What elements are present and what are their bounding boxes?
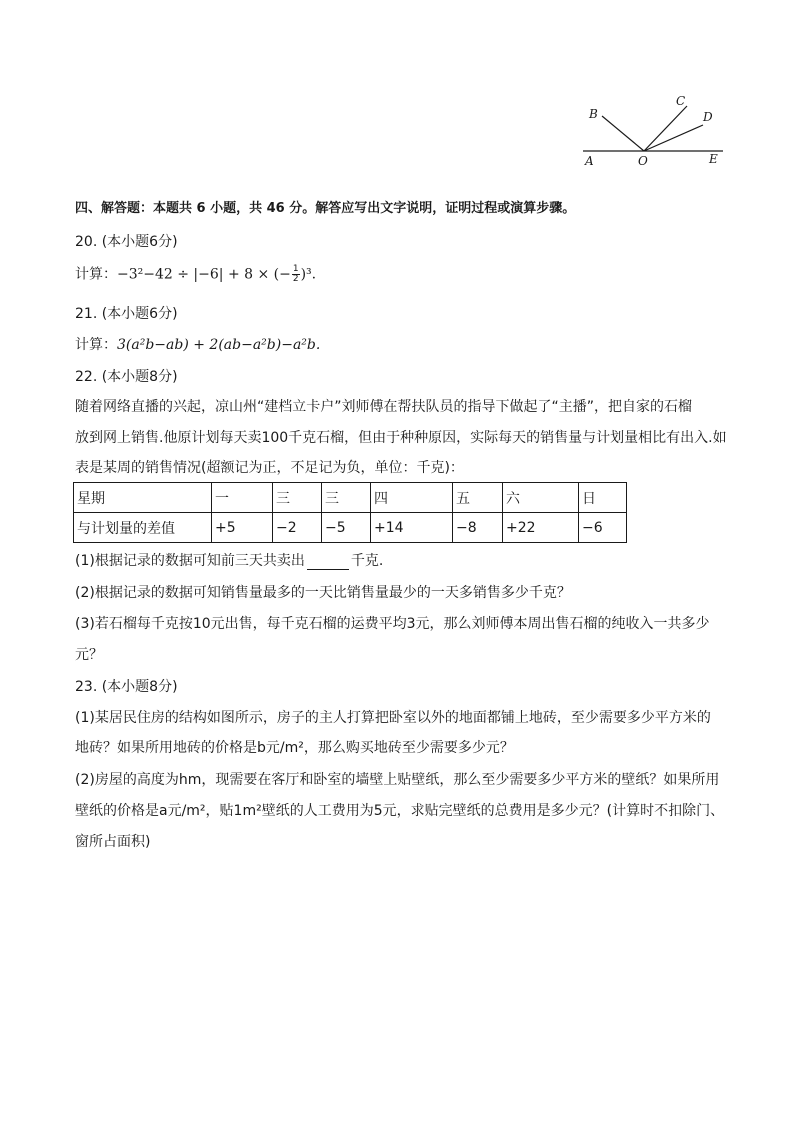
q21-expression bbox=[75, 336, 320, 354]
q20-number: 20. (本小题6分) bbox=[75, 234, 178, 250]
q23-number: 23. (本小题8分) bbox=[75, 679, 178, 695]
q22-sub1-unit: 千克. bbox=[350, 553, 384, 569]
table-cell: +22 bbox=[503, 513, 579, 543]
table-cell: 星期 bbox=[74, 483, 212, 513]
label-d: D bbox=[703, 110, 713, 124]
q21-number: 21. (本小题6分) bbox=[75, 306, 178, 322]
q23-sub-1a: (1)某居民住房的结构如图所示，房子的主人打算把卧室以外的地面都铺上地砖，至少需要多少平方米的 bbox=[75, 710, 711, 726]
q23-sub-2a: (2)房屋的高度为hm，现需要在客厅和卧室的墙壁上贴壁纸，那么至少需要多少平方米的壁纸？如果所用 bbox=[75, 772, 720, 788]
q23-sub-2b: 壁纸的价格是a元/m²，贴1m²壁纸的人工费用为5元，求贴完壁纸的总费用是多少元？(计算时不扣除门、 bbox=[75, 803, 725, 819]
table-row bbox=[74, 513, 627, 543]
q22-number: 22. (本小题8分) bbox=[75, 369, 178, 385]
q20-expression bbox=[75, 265, 316, 284]
table-cell: −2 bbox=[273, 513, 322, 543]
table-cell: 一 bbox=[212, 483, 273, 513]
table-header-row bbox=[74, 483, 627, 513]
q21-prefix: 计算： bbox=[75, 337, 117, 353]
q20-frac-num: 1 bbox=[292, 264, 299, 274]
table-cell: 六 bbox=[503, 483, 579, 513]
ray-ob bbox=[602, 116, 644, 151]
label-c: C bbox=[676, 94, 686, 108]
q22-sub-1 bbox=[75, 552, 383, 570]
q21-expr: 3(a²b−ab) + 2(ab−a²b)−a²b. bbox=[117, 337, 321, 353]
q22-sub-2: (2)根据记录的数据可知销售量最多的一天比销售量最少的一天多销售多少千克？ bbox=[75, 585, 571, 601]
label-a: A bbox=[585, 154, 594, 168]
q23-sub-1b: 地砖？如果所用地砖的价格是b元/m²，那么购买地砖至少需要多少元？ bbox=[75, 740, 514, 756]
table-cell: +5 bbox=[212, 513, 273, 543]
answer-blank bbox=[307, 555, 349, 570]
table-cell: 三 bbox=[273, 483, 322, 513]
section-heading: 四、解答题：本题共 6 小题，共 46 分。解答应写出文字说明，证明过程或演算步骤。 bbox=[75, 201, 576, 216]
table-cell: −6 bbox=[579, 513, 627, 543]
q20-expr-b: )³. bbox=[300, 266, 317, 283]
q20-expr-a: −3²−42 ÷ |−6| + 8 × (− bbox=[117, 266, 291, 283]
table-cell: −8 bbox=[453, 513, 503, 543]
q22-para-2: 放到网上销售.他原计划每天卖100千克石榴，但由于种种原因，实际每天的销售量与计划量相比有出入.如 bbox=[75, 430, 727, 446]
q22-sub-3a: (3)若石榴每千克按10元出售，每千克石榴的运费平均3元，那么刘师傅本周出售石榴的纯收入一共多少 bbox=[75, 616, 710, 632]
q23-sub-2c: 窗所占面积) bbox=[75, 834, 151, 850]
table-cell: 日 bbox=[579, 483, 627, 513]
table-cell: −5 bbox=[322, 513, 371, 543]
ray-oc bbox=[644, 106, 687, 151]
q22-para-3: 表是某周的销售情况(超额记为正，不足记为负，单位：千克)： bbox=[75, 460, 464, 476]
q22-para-1: 随着网络直播的兴起，凉山州“建档立卡户”刘师傅在帮扶队员的指导下做起了“主播”，把自家的石榴 bbox=[75, 399, 693, 415]
label-b: B bbox=[589, 107, 598, 121]
q20-prefix: 计算： bbox=[75, 266, 117, 283]
q20-fraction bbox=[292, 265, 300, 284]
table-cell: 五 bbox=[453, 483, 503, 513]
angle-figure bbox=[575, 90, 735, 170]
table-cell: +14 bbox=[371, 513, 453, 543]
sales-table bbox=[73, 482, 627, 543]
table-cell: 四 bbox=[371, 483, 453, 513]
table-cell: 与计划量的差值 bbox=[74, 513, 212, 543]
q22-sub1-text: (1)根据记录的数据可知前三天共卖出 bbox=[75, 553, 305, 569]
q22-sub-3b: 元？ bbox=[75, 647, 103, 663]
label-e: E bbox=[709, 152, 718, 166]
table-cell: 三 bbox=[322, 483, 371, 513]
q20-frac-den: 2 bbox=[292, 274, 299, 284]
ray-od bbox=[644, 125, 703, 151]
label-o: O bbox=[638, 154, 648, 168]
